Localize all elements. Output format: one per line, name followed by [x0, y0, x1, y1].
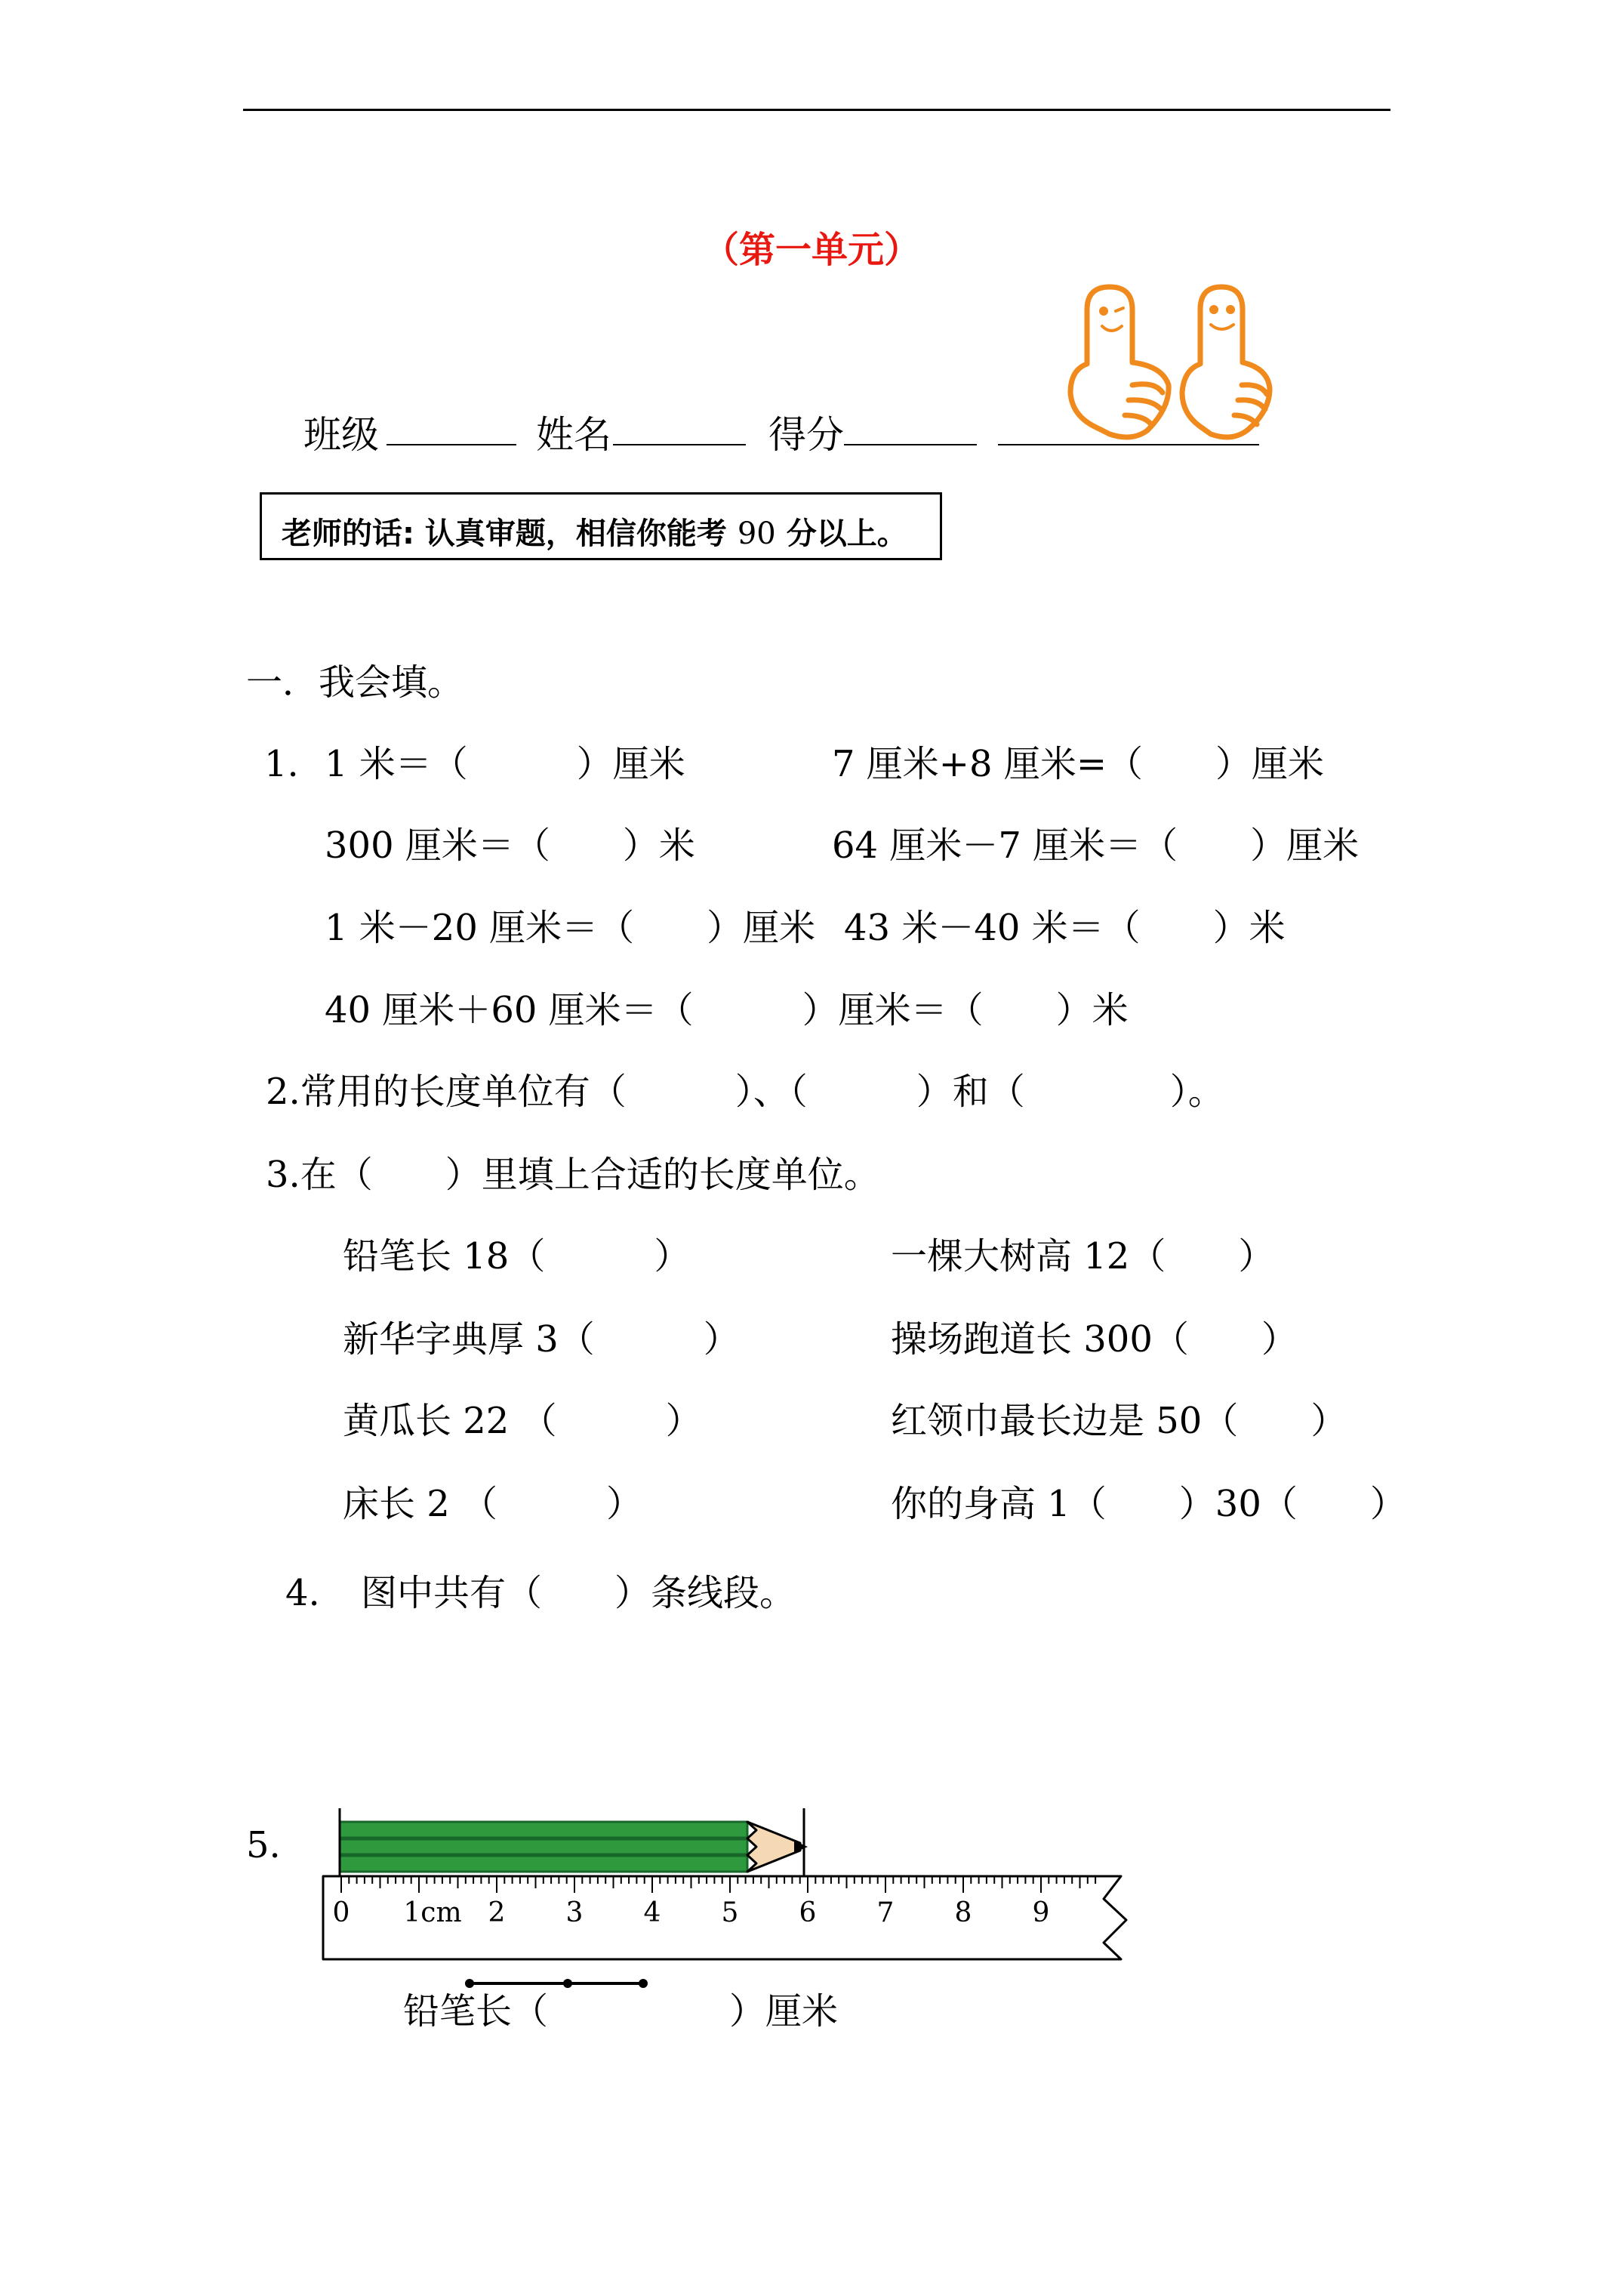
extra-field[interactable] [998, 444, 1259, 445]
score-field[interactable] [844, 444, 977, 445]
q3-item-right: 红领巾最长边是 50（ ） [891, 1400, 1347, 1442]
class-label: 班级 [303, 413, 379, 457]
teacher-note-suffix: 分以上。 [775, 516, 907, 551]
q3-item-right: 一棵大树高 12（ ） [891, 1235, 1275, 1277]
q3-prompt: 3.在（ ）里填上合适的长度单位。 [266, 1154, 880, 1196]
q4-text: 图中共有（ ）条线段。 [361, 1572, 796, 1614]
q1-row4: 40 厘米＋60 厘米＝（ ）厘米＝（ ）米 [325, 989, 1129, 1031]
teacher-note-box [260, 492, 942, 560]
q3-item-left: 床长 2 （ ） [343, 1483, 643, 1525]
score-label: 得分 [768, 413, 844, 457]
q3-item-right: 你的身高 1（ ）30（ ） [891, 1483, 1406, 1525]
q1-row2-right: 64 厘米－7 厘米＝（ ）厘米 [832, 824, 1360, 867]
name-field[interactable] [613, 444, 746, 445]
ruler-label: 2 [488, 1897, 506, 1928]
thumbs-up-icon [1049, 279, 1276, 448]
name-label: 姓名 [536, 413, 611, 457]
ruler-label: 3 [565, 1897, 584, 1928]
q5-number: 5. [246, 1824, 281, 1866]
ruler-label: 1cm [403, 1897, 462, 1928]
ruler-icon [323, 1876, 1126, 1959]
pencil-icon [340, 1822, 808, 1872]
section-heading: 一．我会填。 [246, 661, 464, 704]
ruler-label: 6 [799, 1897, 817, 1928]
top-rule [243, 109, 1390, 111]
q1-row2-left: 300 厘米＝（ ）米 [325, 824, 695, 867]
teacher-note [282, 510, 907, 553]
q3-item-left: 黄瓜长 22 （ ） [343, 1400, 702, 1442]
q1-row3-left: 1 米－20 厘米＝（ ）厘米 [325, 907, 816, 949]
ruler-figure [317, 1808, 1140, 1977]
q2-text: 2.常用的长度单位有（ ）、（ ）和（ ）。 [266, 1071, 1224, 1113]
ruler-label: 7 [876, 1897, 895, 1928]
q5-answer-line[interactable]: 铅笔长（ ）厘米 [403, 1990, 839, 2032]
page-title: （第一单元） [702, 229, 920, 271]
class-field[interactable] [387, 444, 516, 445]
q1-row1-right: 7 厘米+8 厘米=（ ）厘米 [832, 743, 1325, 785]
ruler-label: 0 [332, 1897, 350, 1928]
q4-number: 4. [285, 1572, 320, 1614]
q3-item-right: 操场跑道长 300（ ） [891, 1318, 1298, 1361]
ruler-label: 4 [643, 1897, 661, 1928]
q1-row1-left: 1 米＝（ ）厘米 [325, 743, 685, 785]
ruler-label: 9 [1032, 1897, 1050, 1928]
ruler-label: 8 [954, 1897, 972, 1928]
q1-row3-right: 43 米－40 米＝（ ）米 [844, 907, 1286, 949]
q1-number: 1. [264, 743, 299, 785]
q3-item-left: 新华字典厚 3（ ） [343, 1318, 740, 1361]
ruler-label: 5 [721, 1897, 739, 1928]
q3-item-left: 铅笔长 18（ ） [343, 1235, 691, 1277]
teacher-note-prefix: 老师的话: 认真审题，相信你能考 [282, 516, 738, 551]
teacher-note-number: 90 [737, 516, 776, 551]
